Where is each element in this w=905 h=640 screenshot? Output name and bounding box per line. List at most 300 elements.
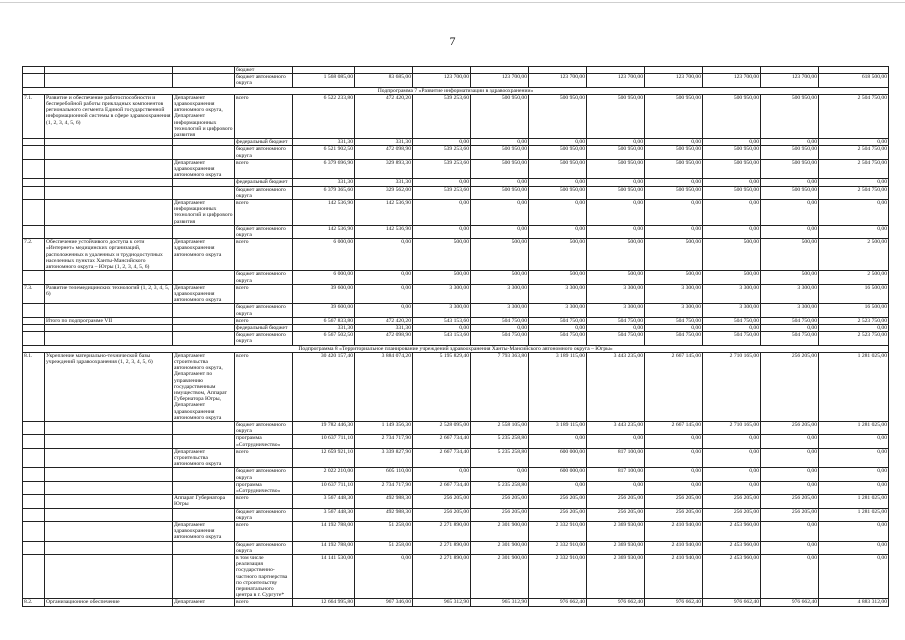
amount-cell: 500 950,00 <box>587 146 645 159</box>
amount-cell: 0,00 <box>529 200 587 226</box>
amount-cell: 2 667 145,00 <box>645 421 703 434</box>
amount-cell: 539 253,60 <box>413 146 471 159</box>
amount-cell: 2 369 930,00 <box>587 522 645 542</box>
amount-cell: 0,00 <box>761 225 819 238</box>
page-number: 7 <box>449 34 456 48</box>
amount-cell: 0,00 <box>529 481 587 494</box>
executor-cell <box>173 468 235 481</box>
amount-cell: 0,00 <box>761 139 819 146</box>
table-row <box>23 67 889 74</box>
table-row <box>23 87 889 94</box>
amount-cell: 16 500,00 <box>819 304 889 317</box>
amount-cell: 142 536,90 <box>355 200 413 226</box>
amount-cell: 500,00 <box>645 239 703 271</box>
amount-cell: 500 950,00 <box>761 186 819 199</box>
amount-cell: 500 950,00 <box>761 94 819 138</box>
row-number-cell <box>23 225 45 238</box>
amount-cell: 2 301 900,00 <box>471 541 529 554</box>
amount-cell: 0,00 <box>355 284 413 304</box>
row-number-cell <box>23 522 45 542</box>
amount-cell: 492 988,30 <box>355 508 413 521</box>
executor-cell <box>173 67 235 74</box>
amount-cell: 16 500,00 <box>819 284 889 304</box>
table-row <box>23 139 889 146</box>
executor-cell <box>173 304 235 317</box>
table-row <box>23 332 889 345</box>
table-row <box>23 448 889 468</box>
row-number-cell <box>23 481 45 494</box>
amount-cell: 0,00 <box>761 200 819 226</box>
scan-edge-line <box>0 2 905 3</box>
amount-cell: 123 700,00 <box>529 74 587 87</box>
amount-cell: 1 281 025,00 <box>819 421 889 434</box>
amount-cell: 2 332 910,00 <box>529 541 587 554</box>
budget-table <box>22 66 889 607</box>
row-number-cell <box>23 468 45 481</box>
amount-cell: 0,00 <box>355 304 413 317</box>
amount-cell <box>471 67 529 74</box>
amount-cell: 39 600,00 <box>293 284 355 304</box>
executor-cell <box>173 555 235 599</box>
amount-cell: 10 637 711,10 <box>293 481 355 494</box>
amount-cell: 2 332 910,00 <box>529 522 587 542</box>
amount-cell <box>293 67 355 74</box>
amount-cell: 0,00 <box>761 555 819 599</box>
table-row <box>23 508 889 521</box>
amount-cell: 256 205,00 <box>645 508 703 521</box>
amount-cell: 500 950,00 <box>645 186 703 199</box>
funding-source-cell: бюджет автономного округа <box>235 225 293 238</box>
row-number-cell <box>23 555 45 599</box>
executor-cell <box>173 541 235 554</box>
amount-cell: 504 750,00 <box>703 317 761 324</box>
row-number-cell <box>23 186 45 199</box>
activity-name-cell <box>45 200 173 226</box>
amount-cell: 5 235 258,80 <box>471 435 529 448</box>
amount-cell: 539 253,60 <box>413 159 471 179</box>
amount-cell: 2 332 910,00 <box>529 555 587 599</box>
amount-cell: 2 410 940,00 <box>645 541 703 554</box>
amount-cell: 0,00 <box>529 179 587 186</box>
funding-source-cell: бюджет автономного округа <box>235 332 293 345</box>
amount-cell: 6 521 902,50 <box>293 146 355 159</box>
amount-cell: 605 110,00 <box>355 468 413 481</box>
amount-cell: 0,00 <box>703 179 761 186</box>
table-row <box>23 495 889 508</box>
amount-cell: 10 637 711,10 <box>293 435 355 448</box>
amount-cell: 14 192 788,00 <box>293 541 355 554</box>
funding-source-cell: программа «Сотрудничество» <box>235 435 293 448</box>
amount-cell: 472 420,20 <box>355 317 413 324</box>
amount-cell: 256 205,00 <box>645 495 703 508</box>
executor-cell: Департамент строительства автономного округа <box>173 448 235 468</box>
amount-cell: 0,00 <box>761 448 819 468</box>
amount-cell: 0,00 <box>645 468 703 481</box>
amount-cell: 543 153,60 <box>413 332 471 345</box>
amount-cell: 3 567 448,30 <box>293 495 355 508</box>
amount-cell: 500 950,00 <box>703 146 761 159</box>
amount-cell: 6 522 233,80 <box>293 94 355 138</box>
amount-cell: 2 453 960,00 <box>703 522 761 542</box>
amount-cell: 331,30 <box>293 139 355 146</box>
funding-source-cell: бюджет автономного округа <box>235 271 293 284</box>
amount-cell: 19 782 446,30 <box>293 421 355 434</box>
amount-cell: 500 950,00 <box>645 146 703 159</box>
activity-name-cell <box>45 67 173 74</box>
amount-cell: 0,00 <box>819 179 889 186</box>
row-number-cell: 7.1. <box>23 94 45 138</box>
executor-cell: Департамент строительства автономного округа, Департамент по управлению государственным имуществом, Аппарат Губернатора Югры, Департамент здравоохранения автономного округа <box>173 352 235 421</box>
table-row <box>23 345 889 352</box>
amount-cell: 2 410 940,00 <box>645 555 703 599</box>
amount-cell: 0,00 <box>587 139 645 146</box>
activity-name-cell: Развитие и обеспечение работоспособности и бесперебойной работы прикладных компонентов регионального сегмента Единой государственной информационной системы в сфере здравоохранения (1, 2, 3, 4, 5, 6) <box>45 94 173 138</box>
executor-cell <box>173 186 235 199</box>
amount-cell: 142 536,90 <box>293 225 355 238</box>
amount-cell: 0,00 <box>819 555 889 599</box>
amount-cell: 0,00 <box>587 200 645 226</box>
amount-cell: 331,30 <box>293 324 355 331</box>
amount-cell: 0,00 <box>819 448 889 468</box>
amount-cell: 0,00 <box>703 435 761 448</box>
funding-source-cell: всего <box>235 94 293 138</box>
amount-cell: 3 300,00 <box>587 284 645 304</box>
amount-cell: 504 750,00 <box>761 317 819 324</box>
activity-name-cell <box>45 271 173 284</box>
table-row <box>23 481 889 494</box>
amount-cell: 0,00 <box>819 225 889 238</box>
amount-cell: 500 950,00 <box>761 159 819 179</box>
table-row <box>23 179 889 186</box>
amount-cell: 967 346,00 <box>355 599 413 606</box>
amount-cell: 0,00 <box>703 324 761 331</box>
amount-cell: 331,30 <box>355 139 413 146</box>
amount-cell: 0,00 <box>819 200 889 226</box>
amount-cell: 6 567 502,50 <box>293 332 355 345</box>
activity-name-cell <box>45 448 173 468</box>
amount-cell: 500 950,00 <box>645 159 703 179</box>
funding-source-cell: бюджет автономного округа <box>235 508 293 521</box>
amount-cell: 976 662,40 <box>703 599 761 606</box>
amount-cell: 2 734 717,90 <box>355 435 413 448</box>
table-row <box>23 146 889 159</box>
amount-cell: 256 205,00 <box>703 495 761 508</box>
amount-cell: 500 950,00 <box>645 94 703 138</box>
table-row <box>23 324 889 331</box>
amount-cell: 0,00 <box>645 200 703 226</box>
amount-cell: 500 950,00 <box>587 94 645 138</box>
amount-cell: 0,00 <box>761 481 819 494</box>
amount-cell: 3 443 235,00 <box>587 352 645 421</box>
amount-cell: 0,00 <box>587 435 645 448</box>
table-row <box>23 94 889 138</box>
amount-cell: 539 253,60 <box>413 94 471 138</box>
amount-cell: 2 410 940,00 <box>645 522 703 542</box>
amount-cell: 6 000,00 <box>293 271 355 284</box>
table-row <box>23 159 889 179</box>
amount-cell: 500,00 <box>761 271 819 284</box>
amount-cell: 504 750,00 <box>761 332 819 345</box>
amount-cell: 2 504 750,00 <box>819 146 889 159</box>
executor-cell: Департамент здравоохранения автономного округа, Департамент информационных технологий и цифрового развития <box>174 94 233 139</box>
amount-cell: 500 950,00 <box>529 186 587 199</box>
amount-cell: 2 734 717,90 <box>355 481 413 494</box>
table-row <box>23 555 889 599</box>
amount-cell: 2 271 890,00 <box>413 522 471 542</box>
amount-cell: 0,00 <box>471 139 529 146</box>
amount-cell: 0,00 <box>471 225 529 238</box>
amount-cell: 817 100,00 <box>587 468 645 481</box>
amount-cell: 2 453 960,00 <box>703 555 761 599</box>
amount-cell: 0,00 <box>645 139 703 146</box>
amount-cell: 500,00 <box>529 239 587 271</box>
activity-name-cell <box>45 159 173 179</box>
amount-cell: 0,00 <box>761 522 819 542</box>
row-number-cell <box>23 139 45 146</box>
amount-cell: 256 205,00 <box>761 352 819 421</box>
amount-cell: 1 281 025,00 <box>819 352 889 421</box>
amount-cell: 3 300,00 <box>645 284 703 304</box>
row-number-cell <box>23 508 45 521</box>
amount-cell <box>587 67 645 74</box>
amount-cell: 256 205,00 <box>413 495 471 508</box>
amount-cell: 331,30 <box>355 179 413 186</box>
amount-cell: 500 950,00 <box>761 146 819 159</box>
amount-cell: 0,00 <box>819 435 889 448</box>
amount-cell: 504 750,00 <box>587 317 645 324</box>
amount-cell: 123 700,00 <box>703 74 761 87</box>
amount-cell: 1 568 085,00 <box>293 74 355 87</box>
amount-cell: 1 281 025,00 <box>819 508 889 521</box>
row-number-cell <box>23 332 45 345</box>
amount-cell: 504 750,00 <box>529 317 587 324</box>
amount-cell: 256 205,00 <box>761 495 819 508</box>
table-row <box>23 352 889 421</box>
amount-cell: 2 504 750,00 <box>819 94 889 138</box>
amount-cell: 0,00 <box>761 435 819 448</box>
funding-source-cell: всего <box>235 522 293 542</box>
activity-name-cell <box>45 139 173 146</box>
amount-cell: 817 100,00 <box>587 448 645 468</box>
funding-source-cell: всего <box>235 599 293 606</box>
funding-source-cell: федеральный бюджет <box>235 324 293 331</box>
amount-cell: 0,00 <box>703 200 761 226</box>
amount-cell <box>529 67 587 74</box>
amount-cell: 504 750,00 <box>645 332 703 345</box>
amount-cell: 0,00 <box>761 324 819 331</box>
amount-cell: 3 300,00 <box>645 304 703 317</box>
executor-cell <box>173 225 235 238</box>
amount-cell: 0,00 <box>471 179 529 186</box>
amount-cell: 5 235 258,80 <box>471 481 529 494</box>
table-row <box>23 239 889 271</box>
amount-cell: 976 662,40 <box>761 599 819 606</box>
table-row <box>23 522 889 542</box>
funding-source-cell: всего <box>235 448 293 468</box>
amount-cell: 2 301 900,00 <box>471 555 529 599</box>
amount-cell: 0,00 <box>645 225 703 238</box>
amount-cell: 500,00 <box>587 239 645 271</box>
funding-source-cell: федеральный бюджет <box>235 179 293 186</box>
table-row <box>23 421 889 434</box>
amount-cell: 256 205,00 <box>761 508 819 521</box>
amount-cell: 600 000,00 <box>529 468 587 481</box>
activity-name-cell <box>45 481 173 494</box>
amount-cell: 492 988,30 <box>355 495 413 508</box>
amount-cell: 0,00 <box>587 179 645 186</box>
amount-cell: 2 710 165,00 <box>703 421 761 434</box>
amount-cell: 39 600,00 <box>293 304 355 317</box>
table-row <box>23 284 889 304</box>
executor-cell <box>173 481 235 494</box>
executor-cell <box>173 317 235 324</box>
amount-cell: 3 300,00 <box>703 304 761 317</box>
amount-cell: 0,00 <box>413 179 471 186</box>
amount-cell <box>413 67 471 74</box>
amount-cell: 256 205,00 <box>471 495 529 508</box>
executor-cell: Департамент <box>173 599 235 606</box>
amount-cell: 504 750,00 <box>587 332 645 345</box>
amount-cell: 1 149 356,30 <box>355 421 413 434</box>
subprogram-heading: Подпрограмма 7 «Развитие информатизации в здравоохранении» <box>23 87 889 94</box>
row-number-cell <box>23 200 45 226</box>
amount-cell: 256 205,00 <box>413 508 471 521</box>
row-number-cell <box>23 146 45 159</box>
executor-cell <box>173 139 235 146</box>
amount-cell: 3 884 074,20 <box>355 352 413 421</box>
amount-cell: 1 281 025,00 <box>819 495 889 508</box>
activity-name-cell: Развитие телемедицинских технологий (1, 2, 3, 4, 5, 6) <box>45 284 173 304</box>
funding-source-cell: всего <box>235 284 293 304</box>
amount-cell: 3 300,00 <box>413 304 471 317</box>
activity-name-cell <box>45 468 173 481</box>
amount-cell: 30 420 157,40 <box>293 352 355 421</box>
row-number-cell <box>23 271 45 284</box>
funding-source-cell: бюджет автономного округа <box>235 468 293 481</box>
row-number-cell: 7.3. <box>23 284 45 304</box>
amount-cell: 329 893,30 <box>355 159 413 179</box>
amount-cell: 504 750,00 <box>471 332 529 345</box>
funding-source-cell: всего <box>235 352 293 421</box>
table-row <box>23 271 889 284</box>
amount-cell: 0,00 <box>645 324 703 331</box>
amount-cell: 6 000,00 <box>293 239 355 271</box>
executor-cell: Департамент здравоохранения автономного округа <box>173 159 235 179</box>
executor-cell <box>173 74 235 87</box>
row-number-cell <box>23 435 45 448</box>
amount-cell: 472 420,20 <box>355 94 413 138</box>
amount-cell: 256 205,00 <box>471 508 529 521</box>
row-number-cell <box>23 74 45 87</box>
amount-cell: 51 258,00 <box>355 522 413 542</box>
table-row <box>23 200 889 226</box>
amount-cell: 331,30 <box>293 179 355 186</box>
row-number-cell <box>23 495 45 508</box>
row-number-cell <box>23 541 45 554</box>
activity-name-cell <box>45 225 173 238</box>
amount-cell: 0,00 <box>819 541 889 554</box>
amount-cell: 0,00 <box>819 522 889 542</box>
amount-cell: 2 271 890,00 <box>413 541 471 554</box>
amount-cell: 3 300,00 <box>529 304 587 317</box>
amount-cell: 3 300,00 <box>761 304 819 317</box>
table-row <box>23 435 889 448</box>
executor-cell <box>173 271 235 284</box>
amount-cell: 500 950,00 <box>587 186 645 199</box>
row-number-cell: 7.2. <box>23 239 45 271</box>
amount-cell: 2 301 900,00 <box>471 522 529 542</box>
amount-cell: 329 562,00 <box>355 186 413 199</box>
amount-cell: 2 710 165,00 <box>703 352 761 421</box>
table-row <box>23 468 889 481</box>
amount-cell: 12 664 995,80 <box>293 599 355 606</box>
activity-name-cell <box>45 495 173 508</box>
amount-cell: 500,00 <box>761 239 819 271</box>
funding-source-cell: программа «Сотрудничество» <box>235 481 293 494</box>
amount-cell: 2 528 095,00 <box>413 421 471 434</box>
amount-cell: 976 662,40 <box>529 599 587 606</box>
funding-source-cell: всего <box>235 159 293 179</box>
amount-cell: 3 300,00 <box>703 284 761 304</box>
amount-cell: 123 700,00 <box>587 74 645 87</box>
amount-cell: 500,00 <box>703 271 761 284</box>
amount-cell: 3 443 235,00 <box>587 421 645 434</box>
table-row <box>23 541 889 554</box>
executor-cell: Департамент здравоохранения автономного округа <box>173 239 235 271</box>
amount-cell: 0,00 <box>587 225 645 238</box>
amount-cell: 504 750,00 <box>529 332 587 345</box>
amount-cell: 51 258,00 <box>355 541 413 554</box>
amount-cell: 2 523 750,00 <box>819 332 889 345</box>
funding-source-cell: всего <box>235 317 293 324</box>
amount-cell: 500 950,00 <box>703 94 761 138</box>
amount-cell: 3 300,00 <box>529 284 587 304</box>
amount-cell: 256 205,00 <box>761 421 819 434</box>
amount-cell: 0,00 <box>703 448 761 468</box>
amount-cell: 0,00 <box>471 468 529 481</box>
amount-cell: 0,00 <box>413 200 471 226</box>
amount-cell: 0,00 <box>761 468 819 481</box>
amount-cell: 0,00 <box>355 239 413 271</box>
amount-cell: 500 950,00 <box>587 159 645 179</box>
amount-cell: 2 022 210,00 <box>293 468 355 481</box>
funding-source-cell: всего <box>235 239 293 271</box>
table-row <box>23 74 889 87</box>
activity-name-cell <box>45 555 173 599</box>
executor-cell <box>173 435 235 448</box>
activity-name-cell <box>45 508 173 521</box>
executor-cell: Департамент информационных технологий и цифрового развития <box>174 200 233 225</box>
amount-cell: 123 700,00 <box>761 74 819 87</box>
amount-cell: 331,30 <box>355 324 413 331</box>
amount-cell: 2 523 750,00 <box>819 317 889 324</box>
row-number-cell: 8.2. <box>23 599 45 606</box>
amount-cell: 2 500,00 <box>819 239 889 271</box>
funding-source-cell: всего <box>235 495 293 508</box>
amount-cell: 0,00 <box>355 271 413 284</box>
amount-cell: 2 504 750,00 <box>819 186 889 199</box>
amount-cell <box>645 67 703 74</box>
amount-cell: 0,00 <box>819 139 889 146</box>
amount-cell: 500 950,00 <box>529 159 587 179</box>
amount-cell: 6 567 833,80 <box>293 317 355 324</box>
row-number-cell <box>23 324 45 331</box>
amount-cell: 500 950,00 <box>529 94 587 138</box>
amount-cell: 0,00 <box>471 200 529 226</box>
amount-cell: 2 558 105,00 <box>471 421 529 434</box>
amount-cell: 500,00 <box>471 239 529 271</box>
table-row <box>23 304 889 317</box>
